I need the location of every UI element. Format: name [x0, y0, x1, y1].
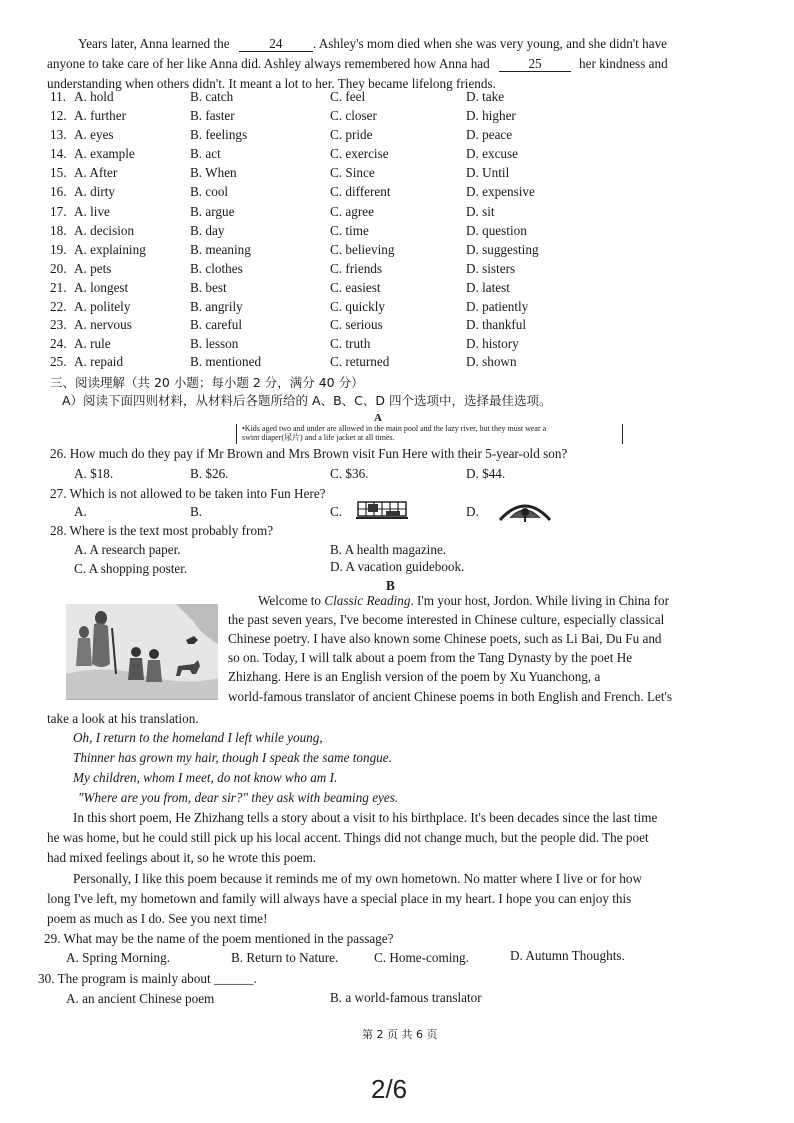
option-d: D. higher [466, 108, 516, 123]
option-b: B. argue [190, 204, 235, 219]
question-number: 12. [50, 108, 67, 123]
pet-cage-icon [356, 500, 408, 520]
option-d: D. shown [466, 354, 517, 369]
option-a: A. hold [74, 89, 114, 104]
cloze-text: . Ashley's mom died when she was very young, and she didn't have [312, 36, 668, 51]
option-d: D. take [466, 89, 505, 104]
poem-line-2: Thinner has grown my hair, though I speak the same tongue. [73, 750, 392, 765]
q27-option-c: C. [330, 504, 343, 519]
option-b: B. angrily [190, 299, 243, 314]
passage-b-line: so on. Today, I will talk about a poem from the Tang Dynasty by the poet He [228, 650, 633, 665]
option-b: B. act [190, 146, 221, 161]
passage-b-line: the past seven years, I've become interested in Chinese culture, especially classical [228, 612, 665, 627]
reading-instruction: A）阅读下面四则材料，从材料后各题所给的 A、B、C、D 四个选项中，选择最佳选项。 [62, 393, 552, 408]
q28-option-d: D. A vacation guidebook. [330, 559, 465, 574]
cloze-option-row [0, 300, 794, 318]
poem-line-4: "Where are you from, dear sir?" they ask with beaming eyes. [78, 790, 399, 805]
question-number: 17. [50, 204, 67, 219]
option-c: C. feel [330, 89, 366, 104]
question-26: 26. How much do they pay if Mr Brown and Mrs Brown visit Fun Here with their 5-year-old son? [50, 446, 568, 461]
question-27: 27. Which is not allowed to be taken into Fun Here? [50, 486, 326, 501]
q29-option-b: B. Return to Nature. [231, 950, 339, 965]
q26-option-d: D. $44. [466, 466, 506, 481]
question-number: 14. [50, 146, 67, 161]
cloze-option-row [0, 147, 794, 165]
option-a: A. After [74, 165, 118, 180]
q28-option-a: A. A research paper. [74, 542, 181, 557]
illustration-picture [66, 604, 218, 700]
page-number-label: 第 2 页 共 6 页 [362, 1028, 438, 1041]
cloze-option-row [0, 262, 794, 280]
option-c: C. easiest [330, 280, 381, 295]
option-a: A. repaid [74, 354, 124, 369]
option-a: A. pets [74, 261, 112, 276]
option-c: C. different [330, 184, 391, 199]
question-number: 23. [50, 317, 67, 332]
option-a: A. rule [74, 336, 111, 351]
option-d: D. Until [466, 165, 510, 180]
option-a: A. nervous [74, 317, 132, 332]
option-a: A. eyes [74, 127, 114, 142]
passage-b-line: In this short poem, He Zhizhang tells a story about a visit to his birthplace. It's been decades since the last time [73, 810, 658, 825]
passage-b-line: long I've left, my hometown and family will always have a special place in my heart. I hope you can enjoy this [47, 891, 632, 906]
poem-line-1: Oh, I return to the homeland I left while young, [73, 730, 323, 745]
cloze-option-row [0, 185, 794, 203]
q30-option-b: B. a world-famous translator [330, 990, 482, 1005]
option-c: C. believing [330, 242, 395, 257]
cloze-text: Years later, Anna learned the [78, 36, 230, 51]
poem-scene-icon [66, 604, 218, 700]
cloze-option-row [0, 166, 794, 184]
fragment-line-1: •Kids aged two and under are allowed in the main pool and the lazy river, but they must wear a [242, 424, 547, 433]
option-d: D. sit [466, 204, 495, 219]
option-c: C. returned [330, 354, 390, 369]
passage-b-line: Welcome to Classic Reading. I'm your host, Jordon. While living in China for [258, 593, 669, 608]
q28-option-b: B. A health magazine. [330, 542, 447, 557]
option-c: C. exercise [330, 146, 389, 161]
cloze-option-row [0, 337, 794, 355]
cloze-option-row [0, 318, 794, 336]
question-number: 24. [50, 336, 67, 351]
option-b: B. lesson [190, 336, 239, 351]
cloze-option-row [0, 205, 794, 223]
question-number: 22. [50, 299, 67, 314]
question-30: 30. The program is mainly about ______. [38, 971, 257, 986]
option-c: C. truth [330, 336, 371, 351]
fragment-line-2: swim diaper(尿片) and a life jacket at all times. [242, 433, 395, 442]
question-number: 13. [50, 127, 67, 142]
passage-a-label: A [374, 412, 382, 424]
question-number: 18. [50, 223, 67, 238]
q26-option-a: A. $18. [74, 466, 114, 481]
q29-option-d: D. Autumn Thoughts. [510, 948, 625, 963]
option-d: D. question [466, 223, 527, 238]
cloze-option-row [0, 224, 794, 242]
cloze-line-3: understanding when others didn't. It meant a lot to her. They became lifelong friends. [47, 76, 496, 91]
option-b: B. careful [190, 317, 242, 332]
question-number: 20. [50, 261, 67, 276]
option-b: B. cool [190, 184, 229, 199]
option-b: B. clothes [190, 261, 243, 276]
option-c: C. time [330, 223, 369, 238]
q28-option-c: C. A shopping poster. [74, 561, 188, 576]
cloze-text: her kindness and [579, 56, 668, 71]
option-c: C. serious [330, 317, 383, 332]
question-number: 16. [50, 184, 67, 199]
option-b: B. mentioned [190, 354, 262, 369]
question-29: 29. What may be the name of the poem mentioned in the passage? [44, 931, 394, 946]
umbrella-icon [496, 498, 554, 522]
passage-b-line: Chinese poetry. I have also known some Chinese poets, such as Li Bai, Du Fu and [228, 631, 662, 646]
question-number: 11. [50, 89, 66, 104]
option-c: C. quickly [330, 299, 385, 314]
passage-a-fragment [236, 424, 623, 444]
option-a: A. dirty [74, 184, 116, 199]
q29-option-c: C. Home-coming. [374, 950, 469, 965]
passage-b-intro-last: take a look at his translation. [47, 711, 199, 726]
question-28: 28. Where is the text most probably from? [50, 523, 274, 538]
q26-option-b: B. $26. [190, 466, 229, 481]
option-a: A. decision [74, 223, 135, 238]
option-a: A. longest [74, 280, 129, 295]
option-a: A. example [74, 146, 135, 161]
passage-b-line: had mixed feelings about it, so he wrote this poem. [47, 850, 317, 865]
option-a: A. live [74, 204, 110, 219]
cloze-option-row [0, 281, 794, 299]
option-d: D. excuse [466, 146, 518, 161]
option-d: D. suggesting [466, 242, 539, 257]
cloze-option-row [0, 243, 794, 261]
q27-option-b: B. [190, 504, 203, 519]
option-d: D. history [466, 336, 519, 351]
cloze-option-row [0, 355, 794, 373]
option-c: C. Since [330, 165, 375, 180]
option-b: B. best [190, 280, 227, 295]
question-number: 21. [50, 280, 67, 295]
option-c: C. agree [330, 204, 374, 219]
q27-option-a: A. [74, 504, 87, 519]
q29-option-a: A. Spring Morning. [66, 950, 171, 965]
option-a: A. further [74, 108, 126, 123]
option-b: B. day [190, 223, 225, 238]
option-b: B. feelings [190, 127, 248, 142]
option-d: D. sisters [466, 261, 516, 276]
option-c: C. pride [330, 127, 373, 142]
option-d: D. patiently [466, 299, 529, 314]
cloze-option-row [0, 128, 794, 146]
section-title: 三、阅读理解（共 20 小题；每小题 2 分，满分 40 分） [50, 375, 364, 390]
cloze-option-row [0, 90, 794, 108]
question-number: 25. [50, 354, 67, 369]
question-number: 19. [50, 242, 67, 257]
cloze-line-2 [47, 57, 668, 72]
passage-b-line: he was home, but he could still pick up his local accent. Things did not change much, but the people did. The poet [47, 830, 649, 845]
option-b: B. catch [190, 89, 234, 104]
answer-blank-24: 24 [239, 37, 313, 52]
answer-blank-25: 25 [499, 57, 571, 72]
q26-option-c: C. $36. [330, 466, 369, 481]
option-a: A. explaining [74, 242, 146, 257]
passage-b-line: poem as much as I do. See you next time! [47, 911, 268, 926]
cloze-option-row [0, 109, 794, 127]
option-c: C. closer [330, 108, 377, 123]
option-b: B. faster [190, 108, 235, 123]
option-d: D. latest [466, 280, 510, 295]
option-b: B. When [190, 165, 237, 180]
passage-b-line: Zhizhang. Here is an English version of the poem by Xu Yuanchong, a [228, 669, 601, 684]
option-a: A. politely [74, 299, 131, 314]
question-number: 15. [50, 165, 67, 180]
q27-option-d: D. [466, 504, 479, 519]
option-b: B. meaning [190, 242, 251, 257]
option-d: D. peace [466, 127, 513, 142]
cloze-line-1 [78, 37, 667, 52]
viewer-page-indicator: 2/6 [371, 1074, 408, 1104]
passage-b-label: B [386, 578, 395, 593]
cloze-text: anyone to take care of her like Anna did. Ashley always remembered how Anna had [47, 56, 490, 71]
poem-line-3: My children, whom I meet, do not know who am I. [73, 770, 338, 785]
option-c: C. friends [330, 261, 383, 276]
option-d: D. expensive [466, 184, 535, 199]
option-d: D. thankful [466, 317, 527, 332]
passage-b-line: world-famous translator of ancient Chinese poems in both English and French. Let's [228, 689, 673, 704]
q30-option-a: A. an ancient Chinese poem [66, 991, 215, 1006]
passage-b-line: Personally, I like this poem because it reminds me of my own hometown. No matter where I live or for how [73, 871, 642, 886]
